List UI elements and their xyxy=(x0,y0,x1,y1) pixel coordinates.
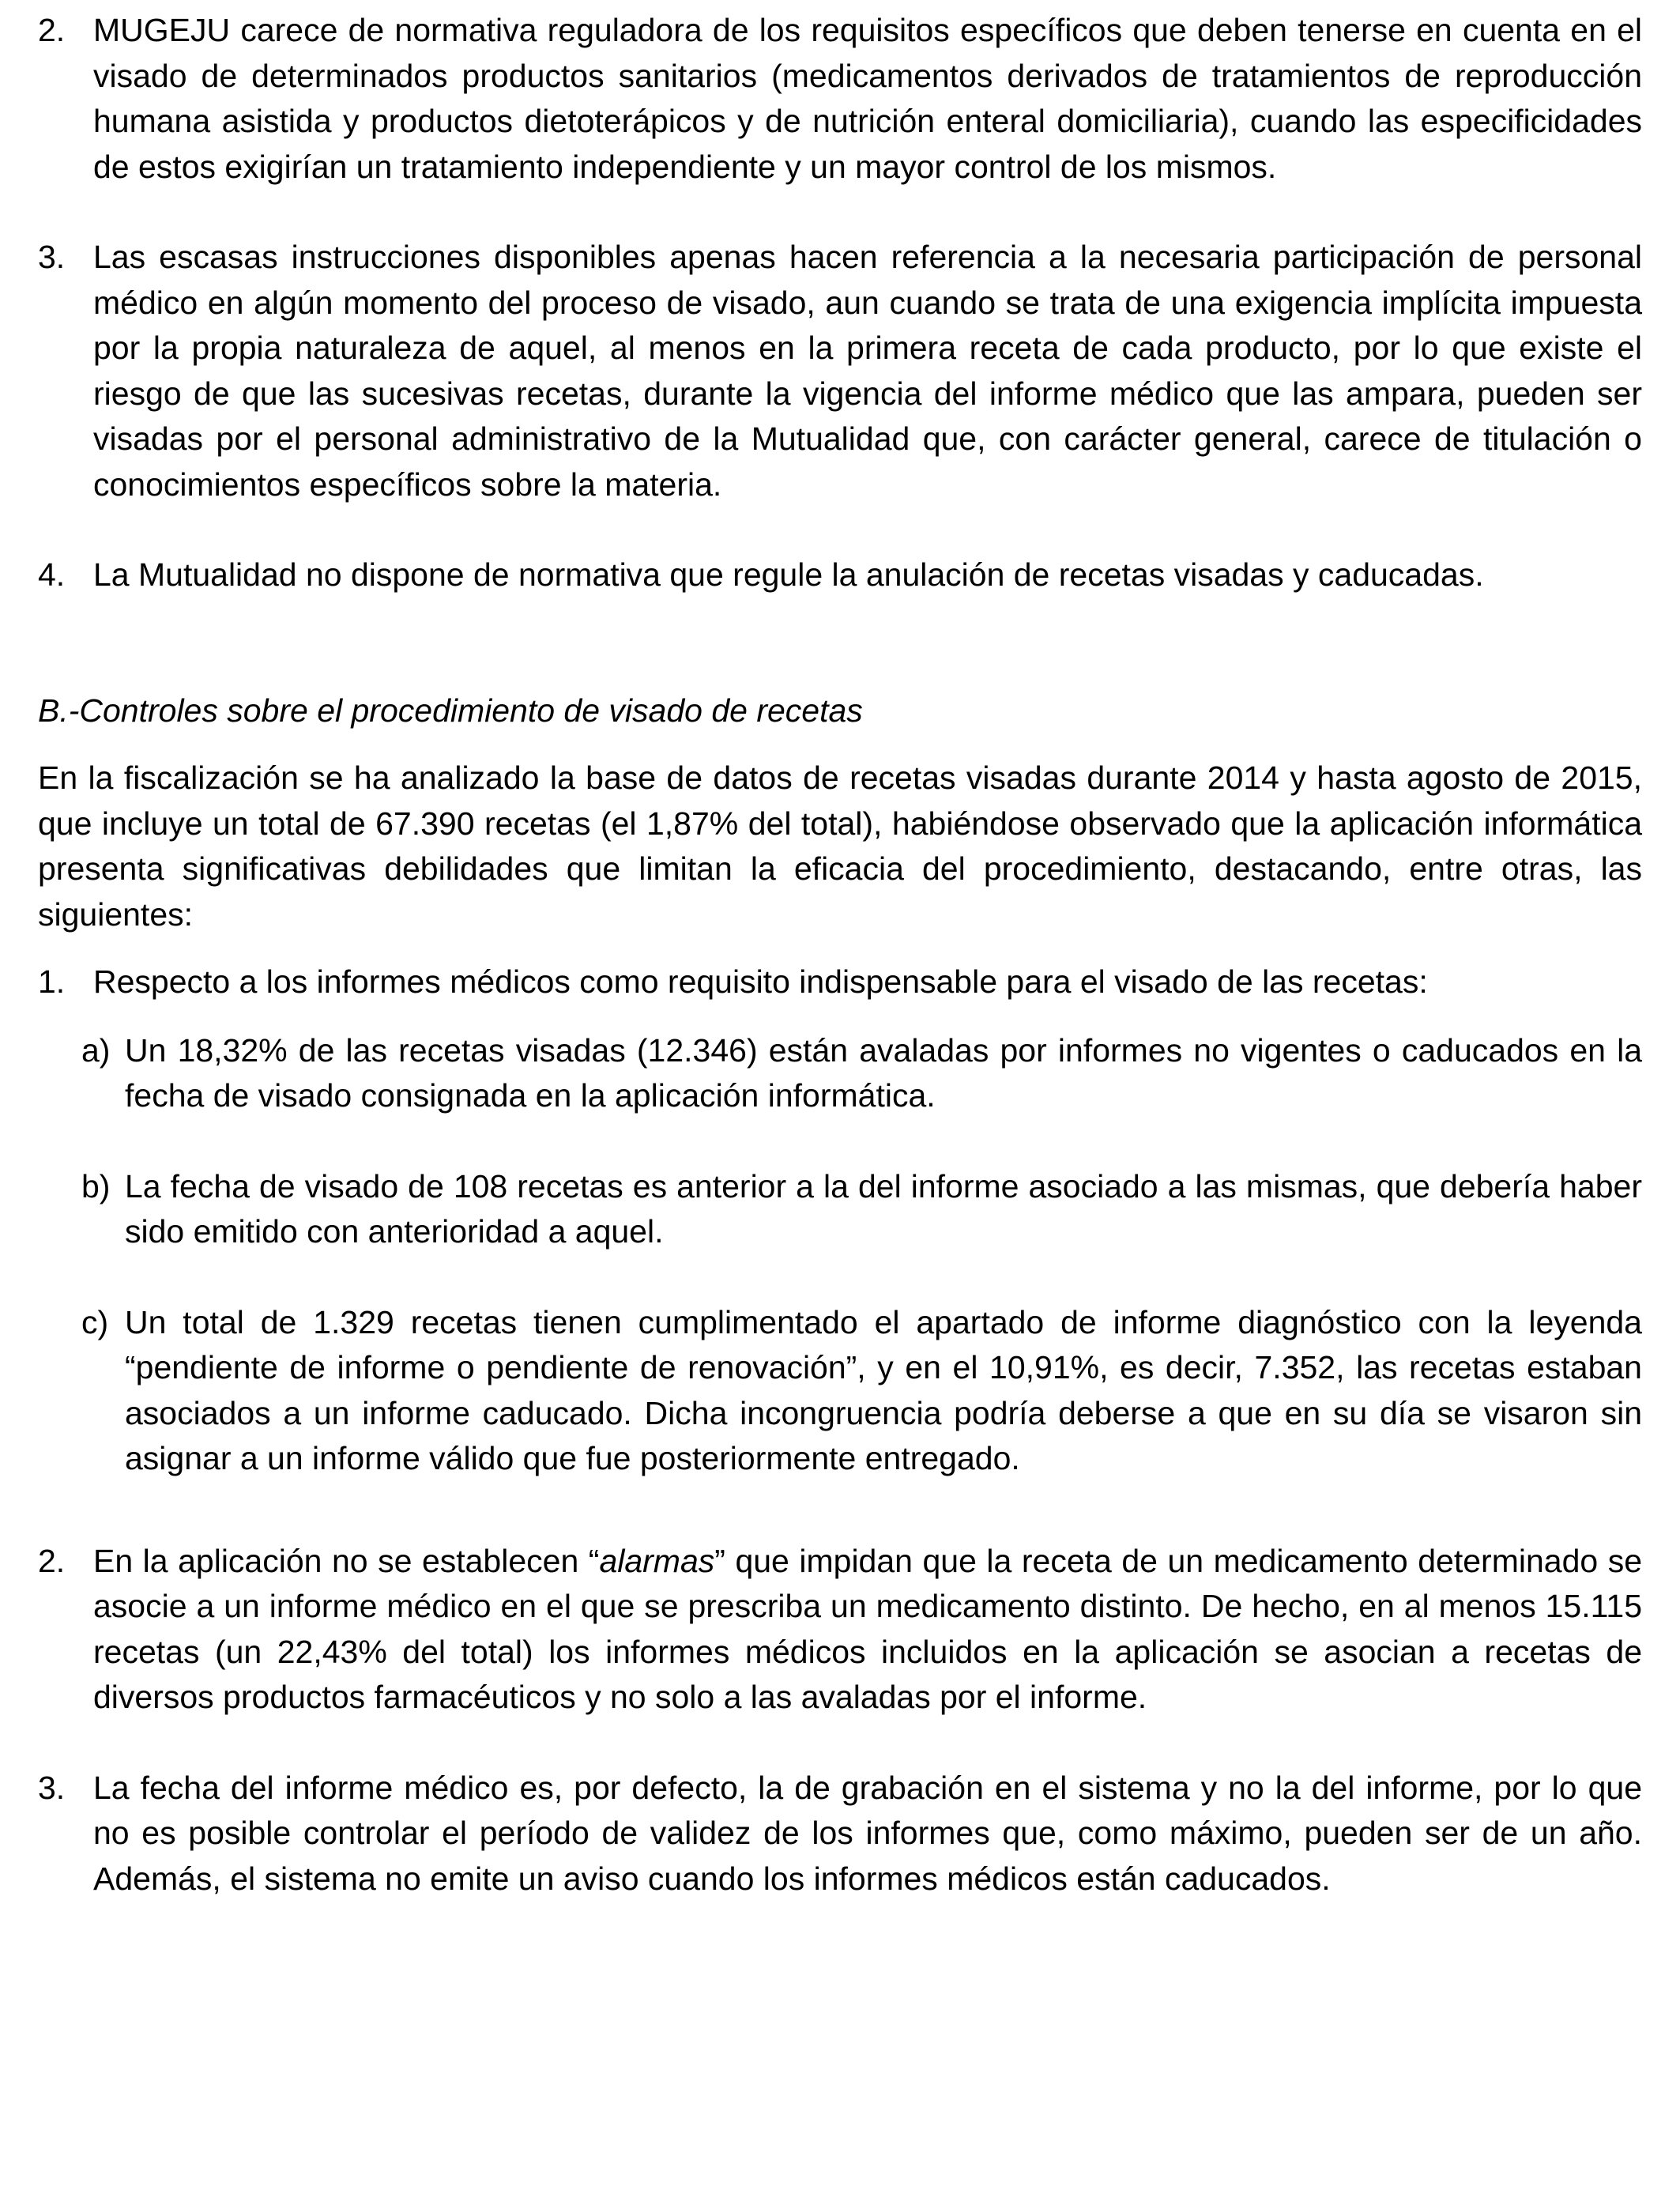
sub-list-item xyxy=(38,1028,1642,1119)
list-item xyxy=(38,235,1642,507)
sub-list-letter: c) xyxy=(81,1303,109,1340)
list-number: 3. xyxy=(38,1769,66,1806)
sub-list-item xyxy=(38,1164,1642,1255)
list-text: La fecha del informe médico es, por defecto, la de grabación en el sistema y no la del informe, por lo que no es posible controlar el período de validez de los informes que, como máximo, pueden ser de un año. Además, el sistema no emite un aviso cuando los informes médicos están caducados. xyxy=(93,1769,1642,1897)
intro-paragraph: En la fiscalización se ha analizado la base de datos de recetas visadas durante 2014 y hasta agosto de 2015, que incluye un total de 67.390 recetas (el 1,87% del total), habiéndose observado que la aplicación informática presenta significativas debilidades que limitan la eficacia del procedimiento, destacando, entre otras, las siguientes: xyxy=(38,760,1642,933)
sub-list-text: Un total de 1.329 recetas tienen cumplimentado el apartado de informe diagnóstico con la leyenda “pendiente de informe o pendiente de renovación”, y en el 10,91%, es decir, 7.352, las recetas estaban asociados a un informe caducado. Dicha incongruencia podría deberse a que en su día se visaron sin asignar a un informe válido que fue posteriormente entregado. xyxy=(125,1303,1642,1476)
list-number: 2. xyxy=(38,1542,66,1579)
sub-list-text: La fecha de visado de 108 recetas es anterior a la del informe asociado a las mismas, que debería haber sido emitido con anterioridad a aquel. xyxy=(125,1167,1642,1250)
list-number: 2. xyxy=(38,12,66,48)
list-text xyxy=(93,1543,1642,1716)
text-segment: ” que impidan que la receta de un medicamento determinado se asocie a un informe médico en el que se prescriba un medicamento distinto. De hecho, en al menos 15.115 recetas (un 22,43% del total) los informes médicos incluidos en la aplicación se asocian a recetas de diversos productos farmacéuticos y no solo a las avaladas por el informe. xyxy=(93,1542,1642,1715)
list-item xyxy=(38,959,1642,1005)
list-text: Las escasas instrucciones disponibles apenas hacen referencia a la necesaria participación de personal médico en algún momento del proceso de visado, aun cuando se trata de una exigencia implícita impuesta por la propia naturaleza de aquel, al menos en la primera receta de cada producto, por lo que existe el riesgo de que las sucesivas recetas, durante la vigencia del informe médico que las ampara, pueden ser visadas por el personal administrativo de la Mutualidad que, con carácter general, carece de titulación o conocimientos específicos sobre la materia. xyxy=(93,239,1642,503)
text-segment: En la aplicación no se establecen “ xyxy=(93,1542,600,1579)
list-item xyxy=(38,1539,1642,1721)
list-text: Respecto a los informes médicos como requisito indispensable para el visado de las recetas: xyxy=(93,963,1428,1000)
sub-list-letter: a) xyxy=(81,1031,111,1069)
list-item xyxy=(38,552,1642,598)
list-text: MUGEJU carece de normativa reguladora de los requisitos específicos que deben tenerse en cuenta en el visado de determinados productos sanitarios (medicamentos derivados de tratamientos de reproducción humana asistida y productos dietoterápicos y de nutrición enteral domiciliaria), cuando las especificidades de estos exigirían un tratamiento independiente y un mayor control de los mismos. xyxy=(93,12,1642,185)
list-number: 1. xyxy=(38,963,66,1000)
document-page xyxy=(38,8,1642,1902)
emphasis-text: alarmas xyxy=(599,1542,715,1579)
list-text: La Mutualidad no dispone de normativa que regule la anulación de recetas visadas y caducadas. xyxy=(93,556,1484,593)
section-heading: B.-Controles sobre el procedimiento de visado de recetas xyxy=(38,692,863,729)
sub-list-item xyxy=(38,1300,1642,1482)
sub-list-letter: b) xyxy=(81,1167,111,1204)
sub-list-text: Un 18,32% de las recetas visadas (12.346) están avaladas por informes no vigentes o caducados en la fecha de visado consignada en la aplicación informática. xyxy=(125,1031,1642,1114)
list-item xyxy=(38,8,1642,190)
list-number: 4. xyxy=(38,556,66,593)
list-number: 3. xyxy=(38,239,66,275)
list-item xyxy=(38,1766,1642,1902)
